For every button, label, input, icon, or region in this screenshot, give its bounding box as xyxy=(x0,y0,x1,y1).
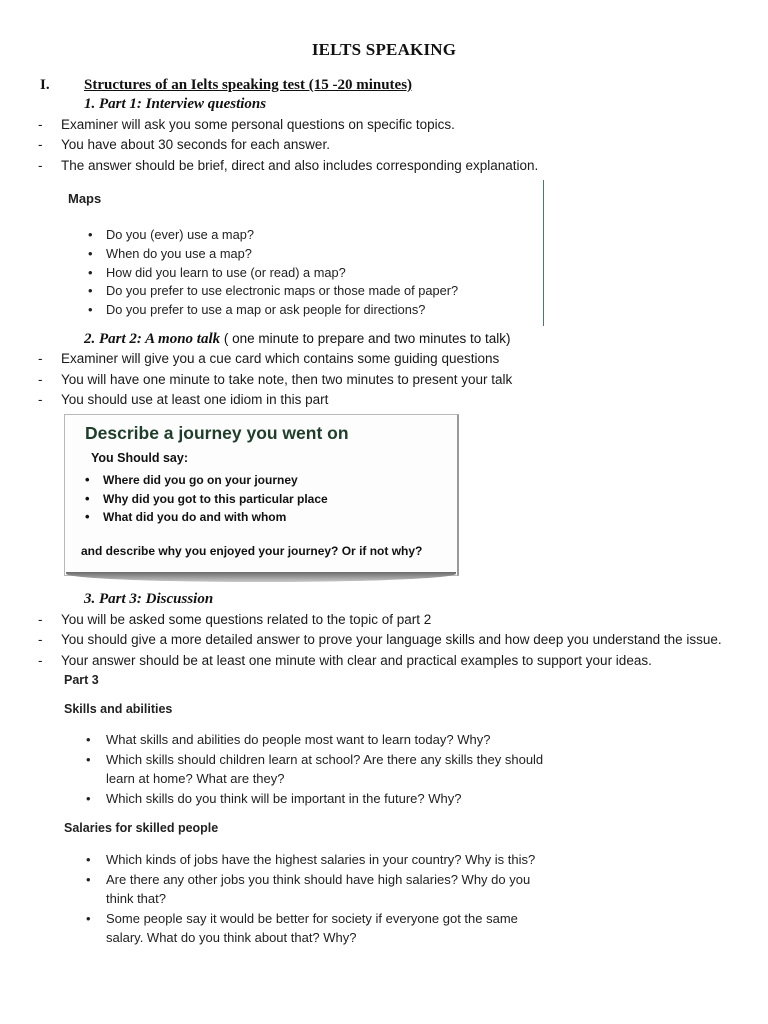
part3-point: - You should give a more detailed answer to prove your language skills and how deep you understand the issue. xyxy=(38,632,722,647)
list-item: • How did you learn to use (or read) a map? xyxy=(82,264,458,283)
section-number: I. xyxy=(40,77,50,93)
part2-heading: 2. Part 2: A mono talk ( one minute to prepare and two minutes to talk) xyxy=(84,331,511,347)
topic-salaries-title: Salaries for skilled people xyxy=(64,821,219,835)
part2-point: - You should use at least one idiom in this part xyxy=(38,392,329,407)
list-item: • Do you (ever) use a map? xyxy=(82,226,458,245)
maps-question-card xyxy=(60,180,544,326)
card-bracket xyxy=(539,180,544,326)
part3-point: - Your answer should be at least one minute with clear and practical examples to support your ideas. xyxy=(38,653,652,668)
part1-point: - Examiner will ask you some personal questions on specific topics. xyxy=(38,117,455,132)
list-item: • Where did you go on your journey xyxy=(79,471,328,490)
skills-question-list xyxy=(80,730,543,808)
list-item: • Why did you got to this particular place xyxy=(79,490,328,509)
list-item: • Are there any other jobs you think should have high salaries? Why do you think that? xyxy=(80,870,535,909)
cue-card-subtitle: You Should say: xyxy=(91,451,188,465)
cue-card-list xyxy=(79,471,328,527)
topic-skills-title: Skills and abilities xyxy=(64,702,173,716)
part1-point: - You have about 30 seconds for each answer. xyxy=(38,137,330,152)
list-item: • Some people say it would be better for society if everyone got the same salary. What do you think about that? Why? xyxy=(80,909,535,948)
part1-point: - The answer should be brief, direct and also includes corresponding explanation. xyxy=(38,158,539,173)
part3-heading: 3. Part 3: Discussion xyxy=(84,591,214,607)
cue-card-title: Describe a journey you went on xyxy=(85,423,349,443)
list-item: • Which kinds of jobs have the highest salaries in your country? Why is this? xyxy=(80,850,535,870)
section-title: Structures of an Ielts speaking test (15 -20 minutes) xyxy=(84,77,413,93)
part3-point: - You will be asked some questions related to the topic of part 2 xyxy=(38,612,432,627)
salaries-question-list xyxy=(80,850,535,948)
list-item: • When do you use a map? xyxy=(82,245,458,264)
list-item: • Do you prefer to use a map or ask people for directions? xyxy=(82,301,458,320)
list-item: • Which skills should children learn at school? Are there any skills they should learn at home? What are they? xyxy=(80,750,543,789)
part2-point: - You will have one minute to take note, then two minutes to present your talk xyxy=(38,372,513,387)
list-item: • Which skills do you think will be important in the future? Why? xyxy=(80,789,543,809)
part1-heading: 1. Part 1: Interview questions xyxy=(84,96,267,112)
maps-card-title: Maps xyxy=(68,191,102,206)
cue-card-shadow xyxy=(66,572,456,582)
part3-card-label: Part 3 xyxy=(64,673,99,687)
page-title: IELTS SPEAKING xyxy=(311,40,457,59)
list-item: • What skills and abilities do people most want to learn today? Why? xyxy=(80,730,543,750)
cue-card xyxy=(64,414,459,576)
cue-card-closing: and describe why you enjoyed your journey? Or if not why? xyxy=(81,544,423,558)
list-item: • What did you do and with whom xyxy=(79,508,328,527)
maps-question-list xyxy=(82,226,458,320)
list-item: • Do you prefer to use electronic maps or those made of paper? xyxy=(82,282,458,301)
part2-point: - Examiner will give you a cue card which contains some guiding questions xyxy=(38,351,500,366)
